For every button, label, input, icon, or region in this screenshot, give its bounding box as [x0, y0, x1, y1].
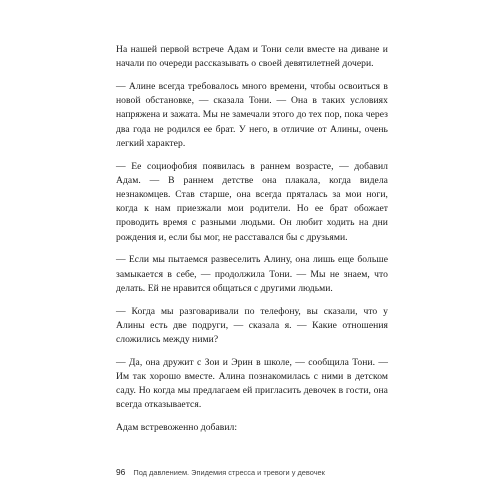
paragraph: — Да, она дружит с Зои и Эрин в школе, — сообщила Тони. — Им так хорошо вместе. Алина познакомилась с ними в детском саду. Но когда мы предлагаем ей пригласить девочек в гости, она всегда отказывается. [116, 356, 388, 411]
running-title: Под давлением. Эпидемия стресса и тревоги у девочек [133, 468, 325, 477]
paragraph: — Ее социофобия появилась в раннем возрасте, — добавил Адам. — В раннем детстве она плакала, когда видела незнакомцев. Став старше, она всегда пряталась за мои ноги, когда к нам приезжали мои родители. Но ее брат обожает проводить время с разными людьми. Он любит ходить на дни рождения и, если бы мог, не расставался бы с друзьями. [116, 160, 388, 243]
paragraph: Адам встревоженно добавил: [116, 422, 238, 434]
page-number: 96 [116, 467, 126, 477]
paragraph: На нашей первой встрече Адам и Тони сели вместе на диване и начали по очереди рассказывать о своей девятилетней дочери. [116, 44, 388, 70]
page-footer [116, 467, 388, 477]
paragraph: — Алине всегда требовалось много времени, чтобы освоиться в новой обстановке, — сказала Тони. — Она в таких условиях напряжена и зажата. Мы не замечали этого до тех пор, пока через два года не родился ее брат. У него, в отличие от Алины, очень легкий характер. [116, 81, 388, 149]
body-text [116, 43, 388, 444]
paragraph: — Если мы пытаемся развеселить Алину, она лишь еще больше замыкается в себе, — продолжила Тони. — Мы не знаем, что делать. Ей не нравится общаться с другими людьми. [116, 254, 388, 294]
paragraph: — Когда мы разговаривали по телефону, вы сказали, что у Алины есть две подруги, — сказала я. — Какие отношения сложились между ними? [116, 305, 388, 346]
